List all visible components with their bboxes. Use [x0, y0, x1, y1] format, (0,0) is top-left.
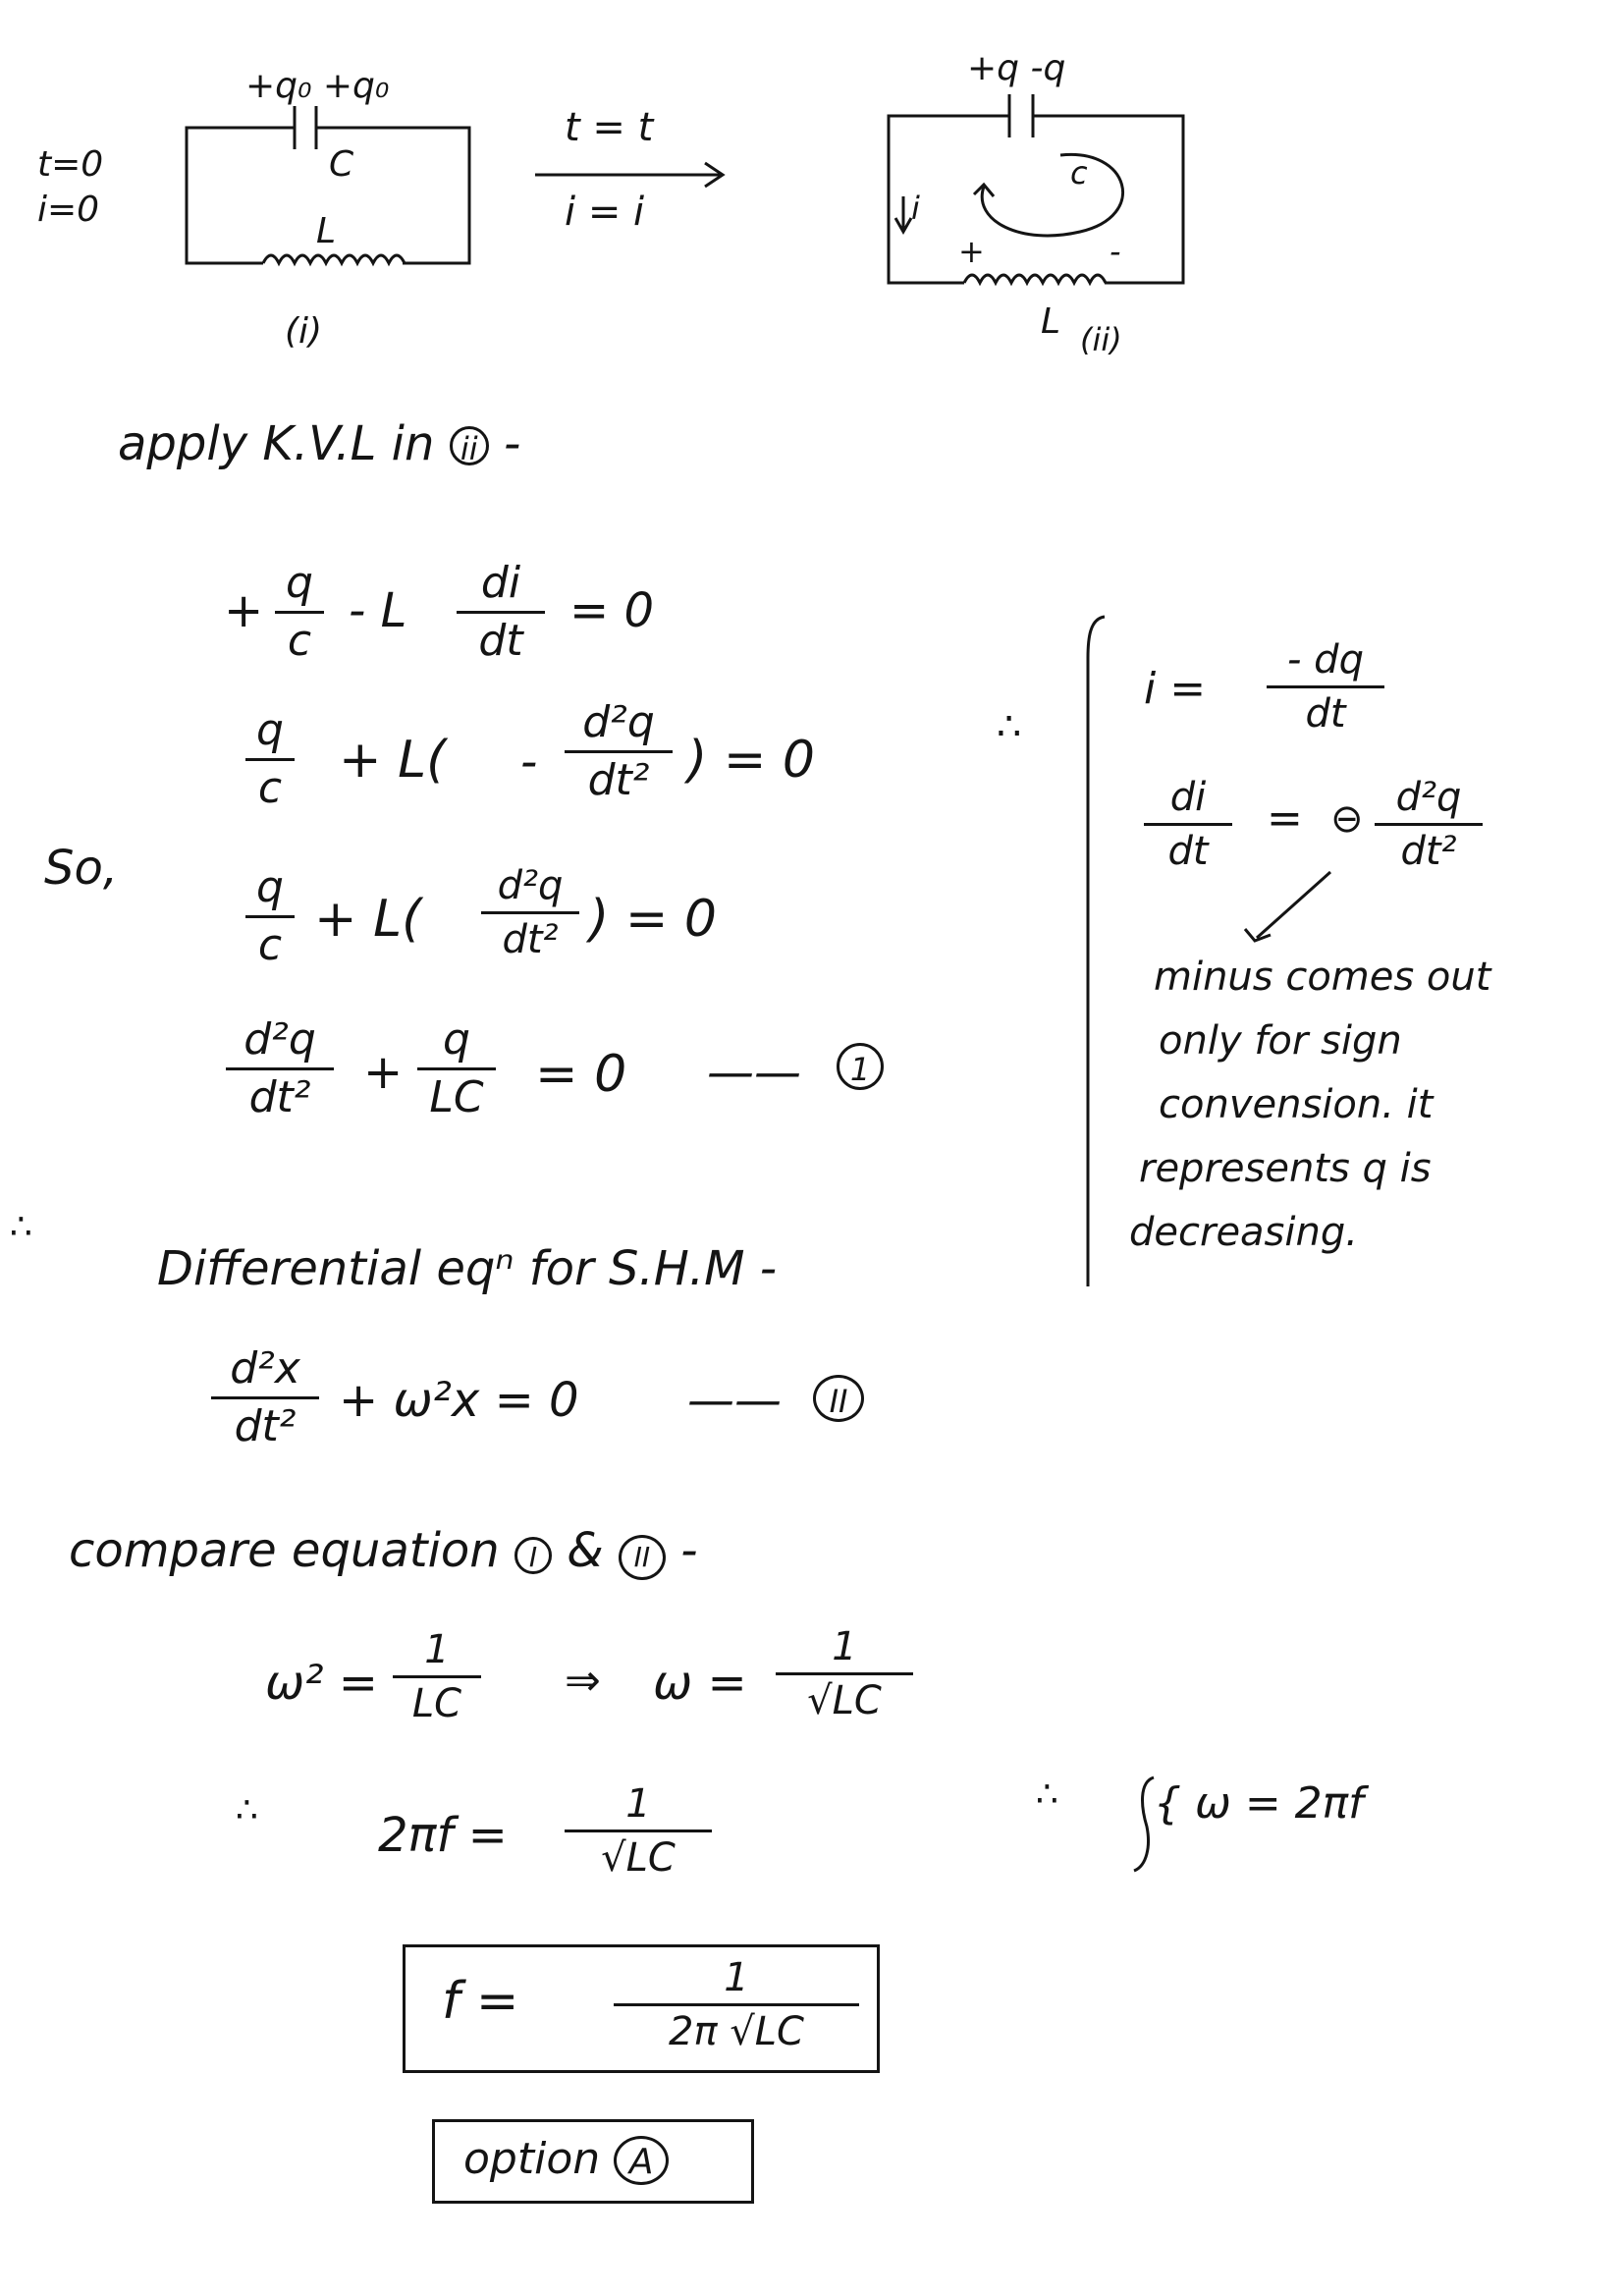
side-i-lhs: i = [1144, 664, 1207, 714]
frac-1-over-sqrt-lc [776, 1625, 913, 1722]
eq3-rhs: ) = 0 [589, 890, 717, 949]
result-den2: √LC [807, 1678, 882, 1723]
eq2-frac-d2q-dt2 [565, 699, 673, 805]
eq3-num: q [256, 862, 284, 912]
side-note-text-0: minus comes out [1154, 955, 1491, 1000]
result-num1: 1 [424, 1627, 450, 1672]
kvl-intro-end: - [503, 416, 521, 471]
eq4-rhs: = 0 [535, 1045, 627, 1104]
time-zero: t=0 [37, 144, 104, 185]
eq4-num: d²q [244, 1014, 316, 1065]
side-num2: di [1169, 775, 1207, 820]
transition-arrow [535, 163, 723, 187]
omega-2pif: { ω = 2πf [1154, 1778, 1364, 1829]
eq3-den2: dt² [502, 917, 559, 962]
shm-eq-label [813, 1375, 864, 1422]
circuit-ii-current-label: i [911, 190, 920, 227]
eq3-mid: + L( [314, 890, 422, 949]
eq4-den: dt² [248, 1072, 311, 1123]
side-den2: dt [1167, 829, 1209, 874]
shm-frac-d2x-dt2 [211, 1345, 319, 1451]
final-lhs: f = [442, 1972, 519, 2031]
implies-arrow: ⇒ [565, 1656, 601, 1706]
eq2-den2: dt² [587, 755, 650, 806]
eq2-num2: d²q [582, 697, 655, 747]
side-note-text-1: only for sign [1159, 1018, 1402, 1064]
result-dots: ∴ [236, 1790, 258, 1830]
transition-time: t = t [565, 105, 654, 150]
side-den3: dt² [1400, 829, 1457, 874]
omega-squared-lhs: ω² = [265, 1656, 378, 1711]
eq4-dash: —— [707, 1045, 801, 1100]
circuit-ii-caption: (ii) [1080, 321, 1122, 358]
eq1-frac-q-c [275, 560, 324, 666]
shm-eq-dash: —— [687, 1373, 782, 1428]
frac-1-over-lc [393, 1628, 481, 1725]
shm-den: dt² [234, 1401, 297, 1452]
inductor-coil-ii [964, 275, 1106, 283]
final-frac [614, 1956, 859, 2053]
current-loop-arrow [982, 154, 1122, 236]
eq2-num: q [256, 705, 284, 755]
eq2-rhs: ) = 0 [687, 731, 815, 790]
inductor-plus-sign: + [958, 233, 985, 270]
eq4-label-circle: 1 [837, 1043, 884, 1090]
result-den1: LC [411, 1681, 462, 1726]
side-note-text-2: convension. it [1159, 1082, 1434, 1127]
kvl-intro [118, 416, 521, 471]
compare-and: & [567, 1523, 604, 1578]
transition-current: i = i [565, 190, 645, 235]
compare-end: - [680, 1523, 698, 1578]
eq1-sign: + [224, 583, 264, 638]
side-note-text-4: decreasing. [1129, 1210, 1358, 1255]
eq1-num2: di [480, 558, 521, 608]
eq4-den2: LC [429, 1072, 484, 1123]
compare-ref-b: II [619, 1535, 666, 1580]
side-result-dots: ∴ [1036, 1775, 1058, 1815]
side-frac-dq-dt [1267, 638, 1384, 736]
side-frac-d2q-dt2 [1375, 776, 1483, 873]
side-note-bracket [1088, 617, 1105, 1286]
option-line [463, 2136, 669, 2185]
eq1-num: q [286, 558, 313, 608]
inductor-coil-i [263, 255, 405, 263]
eq1-den: c [287, 616, 312, 667]
compare-text: compare equation [69, 1523, 500, 1578]
circuit-ii [889, 94, 1183, 283]
kvl-circuit-ref: ii [450, 426, 489, 465]
eq4-frac-d2q-dt2 [226, 1016, 334, 1122]
shm-title: Differential eqⁿ for S.H.M - [157, 1241, 778, 1296]
two-pi-f-lhs: 2πf = [378, 1808, 508, 1863]
eq4-num2: q [443, 1014, 470, 1065]
eq3-den: c [257, 920, 283, 971]
compare-ref-a: I [514, 1537, 552, 1574]
circuit-i-inductor-label: L [316, 211, 337, 251]
side-num3: d²q [1395, 775, 1462, 820]
compare-line [69, 1523, 698, 1580]
omega-lhs: ω = [653, 1656, 747, 1711]
side-frac-di-dt [1144, 776, 1232, 873]
final-num: 1 [724, 1955, 749, 2000]
current-zero: i=0 [37, 190, 100, 230]
eq2-inner-minus: - [520, 735, 538, 790]
eq2-mid: + L( [339, 731, 447, 790]
brace-w [1134, 1777, 1154, 1871]
circuit-i-capacitor-label: C [329, 144, 354, 185]
inductor-minus-sign: - [1110, 233, 1121, 270]
eq4-label [837, 1043, 884, 1090]
pointer-arrow [1245, 872, 1330, 941]
circuit-ii-charges: +q -q [967, 48, 1066, 88]
eq2-den: c [257, 763, 283, 814]
result-num2: 1 [832, 1624, 857, 1669]
shm-num: d²x [230, 1343, 300, 1393]
eq4-plus: + [363, 1045, 404, 1100]
circuit-i-caption: (i) [285, 311, 323, 352]
side-note-text-3: represents q is [1139, 1146, 1432, 1191]
eq2-frac-q-c [245, 707, 295, 813]
eq3-num2: d²q [497, 863, 564, 908]
option-letter: A [614, 2136, 669, 2185]
final-den: 2π √LC [669, 2009, 804, 2054]
side-circled-minus: ⊖ [1330, 796, 1364, 842]
shm-eq-label-circle: II [813, 1375, 864, 1422]
eq1-frac-di-dt [457, 560, 545, 666]
result-den3: √LC [601, 1835, 676, 1881]
circuit-ii-inductor-label: L [1041, 301, 1061, 342]
result-num3: 1 [625, 1781, 651, 1827]
eq1-den2: dt [478, 616, 523, 667]
frac-twopif-rhs [565, 1782, 712, 1880]
circuit-i-charges: +q₀ +q₀ [245, 66, 390, 106]
side-num1: - dq [1287, 637, 1364, 683]
circuit-ii-capacitor-label: c [1070, 154, 1088, 191]
kvl-intro-text: apply K.V.L in [118, 416, 435, 471]
so-label: So, [44, 841, 119, 896]
eq1-rhs: = 0 [569, 583, 655, 638]
side-den1: dt [1305, 691, 1346, 737]
eq3-frac-q-c [245, 864, 295, 970]
eq1-mid: - L [349, 583, 407, 638]
option-text: option [463, 2134, 601, 2184]
side-note-dots: ∴ [997, 704, 1022, 749]
side-eq-sign: = [1267, 793, 1303, 844]
eq4-frac-q-lc [417, 1016, 496, 1122]
shm-dots: ∴ [10, 1207, 32, 1247]
eq3-frac-d2q-dt2 [481, 864, 579, 961]
shm-eq-rest: + ω²x = 0 [339, 1373, 579, 1428]
